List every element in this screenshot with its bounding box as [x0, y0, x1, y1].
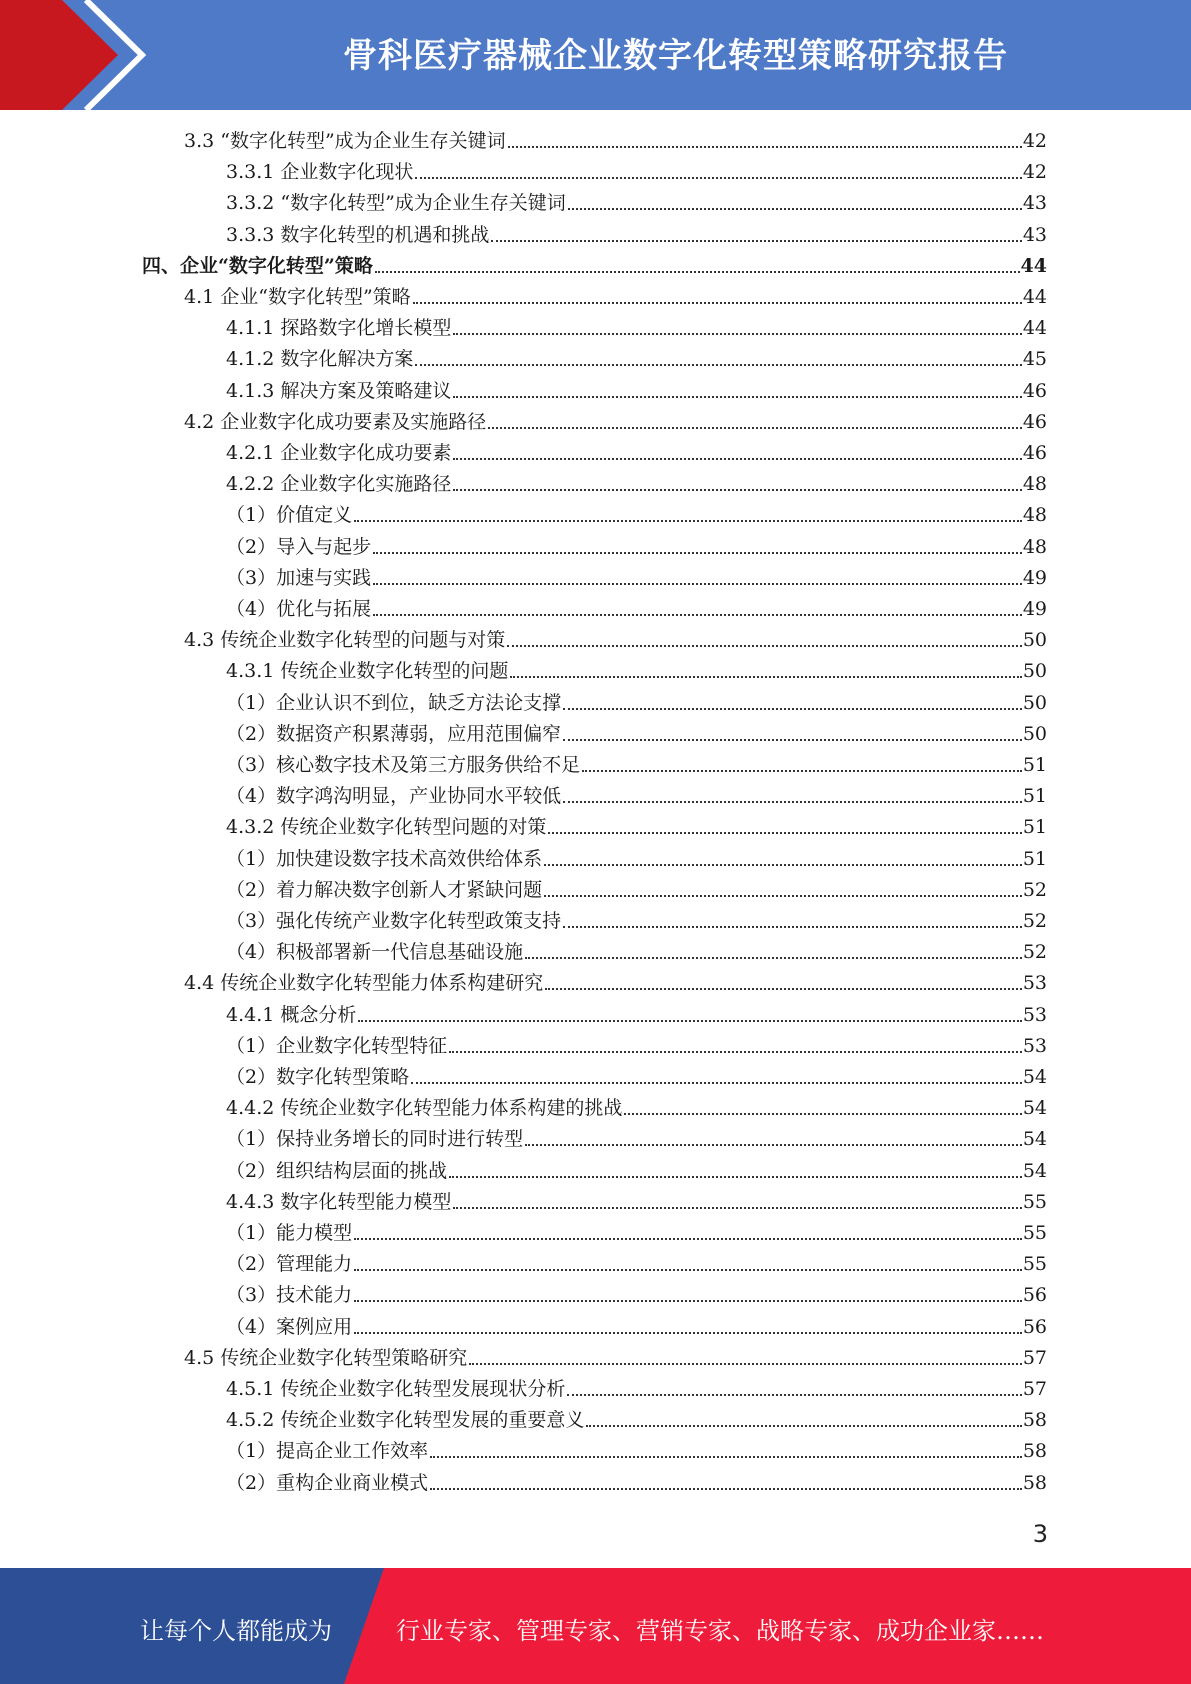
toc-entry-page: 53: [1022, 1003, 1047, 1026]
toc-entry-page: 54: [1022, 1066, 1047, 1088]
toc-dot-leader: [449, 1176, 1022, 1178]
toc-dot-leader: [624, 1113, 1021, 1115]
toc-dot-leader: [373, 552, 1022, 554]
toc-entry[interactable]: [226, 1405, 1047, 1433]
toc-entry-title: 3.3 “数字化转型”成为企业生存关键词: [184, 130, 506, 152]
toc-dot-leader: [354, 1238, 1022, 1240]
toc-entry-page: 52: [1022, 941, 1047, 964]
toc-dot-leader: [544, 895, 1022, 897]
toc-dot-leader: [563, 739, 1022, 741]
toc-dot-leader: [453, 489, 1021, 491]
toc-entry[interactable]: [184, 625, 1047, 653]
toc-entry-title: 4.1.3 解决方案及策略建议: [226, 379, 452, 402]
toc-entry-page: 57: [1022, 1378, 1047, 1400]
toc-entry[interactable]: [184, 1343, 1047, 1371]
toc-entry-title: （4）数字鸿沟明显，产业协同水平较低: [226, 785, 562, 808]
toc-entry-page: 51: [1022, 785, 1047, 808]
toc-entry[interactable]: [226, 188, 1047, 216]
toc-entry-title: 4.3 传统企业数字化转型的问题与对策: [184, 629, 506, 652]
page-number: 3: [1032, 1520, 1048, 1548]
toc-dot-leader: [491, 240, 1021, 242]
toc-entry-page: 43: [1022, 223, 1047, 246]
toc-entry[interactable]: [226, 1280, 1047, 1308]
toc-entry-title: 3.3.1 企业数字化现状: [226, 161, 414, 184]
document-title: 骨科医疗器械企业数字化转型策略研究报告: [343, 36, 1008, 76]
toc-dot-leader: [563, 708, 1022, 710]
toc-entry-page: 53: [1022, 972, 1047, 995]
toc-entry-title: （2）组织结构层面的挑战: [226, 1159, 448, 1182]
toc-dot-leader: [358, 1020, 1021, 1022]
toc-entry-page: 53: [1022, 1034, 1047, 1057]
toc-entry[interactable]: [142, 251, 1047, 279]
toc-entry-page: 50: [1022, 691, 1047, 714]
toc-entry-title: （2）数据资产积累薄弱，应用范围偏窄: [226, 722, 562, 745]
toc-entry-page: 58: [1022, 1409, 1047, 1432]
toc-entry-page: 48: [1022, 535, 1047, 558]
toc-entry-title: （4）案例应用: [226, 1315, 353, 1338]
toc-entry[interactable]: [226, 344, 1047, 372]
toc-entry[interactable]: [184, 968, 1047, 996]
toc-dot-leader: [544, 864, 1022, 866]
toc-dot-leader: [453, 458, 1021, 460]
toc-entry[interactable]: [226, 1312, 1047, 1340]
toc-entry-title: （1）提高企业工作效率: [226, 1440, 429, 1463]
toc-entry-page: 55: [1022, 1253, 1047, 1276]
toc-entry-page: 50: [1022, 660, 1047, 683]
toc-entry[interactable]: [226, 1187, 1047, 1215]
toc-entry-page: 46: [1022, 442, 1047, 464]
footer-slogan-left: 让每个人都能成为: [140, 1617, 332, 1645]
toc-entry-page: 51: [1022, 816, 1047, 839]
toc-entry[interactable]: [226, 438, 1047, 466]
toc-entry[interactable]: [226, 469, 1047, 497]
toc-entry[interactable]: [226, 563, 1047, 591]
toc-dot-leader: [507, 645, 1022, 647]
toc-dot-leader: [373, 614, 1022, 616]
toc-entry[interactable]: [226, 220, 1047, 248]
toc-entry[interactable]: [226, 906, 1047, 934]
toc-entry-title: （1）价值定义: [226, 504, 353, 527]
toc-dot-leader: [525, 957, 1022, 959]
toc-entry-page: 56: [1022, 1284, 1047, 1307]
toc-entry-page: 48: [1022, 473, 1047, 496]
toc-entry-page: 58: [1022, 1440, 1047, 1463]
toc-entry-page: 51: [1022, 754, 1047, 776]
toc-entry-title: 4.4.1 概念分析: [226, 1003, 357, 1026]
page-footer: [0, 1568, 1191, 1684]
toc-entry[interactable]: [226, 750, 1047, 778]
toc-entry-page: 50: [1022, 629, 1047, 652]
toc-dot-leader: [568, 208, 1022, 210]
toc-entry-page: 50: [1022, 722, 1047, 745]
toc-entry-title: （2）管理能力: [226, 1253, 353, 1276]
toc-dot-leader: [430, 1488, 1022, 1490]
toc-entry[interactable]: [226, 719, 1047, 747]
toc-dot-leader: [548, 832, 1021, 834]
toc-entry-page: 57: [1022, 1346, 1047, 1369]
toc-entry-page: 54: [1022, 1159, 1047, 1182]
toc-dot-leader: [525, 1144, 1022, 1146]
toc-entry-page: 55: [1022, 1190, 1047, 1213]
toc-entry-title: 4.2.2 企业数字化实施路径: [226, 473, 452, 496]
toc-entry[interactable]: [226, 1031, 1047, 1059]
toc-entry[interactable]: [226, 1124, 1047, 1152]
toc-entry-title: （3）加速与实践: [226, 566, 372, 589]
toc-entry[interactable]: [226, 532, 1047, 560]
toc-entry-title: 4.5.2 传统企业数字化转型发展的重要意义: [226, 1409, 585, 1432]
toc-entry-title: （3）核心数字技术及第三方服务供给不足: [226, 754, 581, 776]
toc-dot-leader: [582, 770, 1022, 772]
toc-entry-title: 4.4 传统企业数字化转型能力体系构建研究: [184, 972, 544, 995]
toc-entry-title: （3）技术能力: [226, 1284, 353, 1307]
toc-entry-page: 44: [1022, 286, 1047, 308]
toc-entry[interactable]: [226, 1218, 1047, 1246]
toc-entry-title: （4）优化与拓展: [226, 598, 372, 620]
toc-entry-title: 4.3.2 传统企业数字化转型问题的对策: [226, 816, 547, 839]
toc-dot-leader: [545, 988, 1022, 990]
toc-entry-title: 4.5.1 传统企业数字化转型发展现状分析: [226, 1378, 566, 1400]
toc-dot-leader: [563, 926, 1022, 928]
toc-entry-page: 44: [1022, 317, 1047, 340]
toc-entry-page: 44: [1020, 254, 1047, 277]
toc-entry-title: 4.1.2 数字化解决方案: [226, 348, 414, 371]
toc-entry-title: （1）企业认识不到位，缺乏方法论支撑: [226, 691, 562, 714]
toc-entry[interactable]: [226, 656, 1047, 684]
toc-dot-leader: [453, 396, 1021, 398]
toc-entry[interactable]: [226, 844, 1047, 872]
toc-dot-leader: [510, 676, 1021, 678]
toc-dot-leader: [415, 177, 1021, 179]
toc-entry-title: 3.3.3 数字化转型的机遇和挑战: [226, 223, 490, 246]
toc-entry-page: 46: [1022, 410, 1047, 433]
toc-dot-leader: [375, 271, 1020, 273]
toc-dot-leader: [354, 1332, 1022, 1334]
toc-dot-leader: [354, 520, 1022, 522]
toc-dot-leader: [567, 1394, 1021, 1396]
toc-entry-title: 四、企业“数字化转型”策略: [142, 254, 373, 277]
toc-entry[interactable]: [226, 781, 1047, 809]
toc-entry[interactable]: [226, 1436, 1047, 1464]
toc-entry-title: 4.5 传统企业数字化转型策略研究: [184, 1346, 468, 1369]
footer-slogan-right: 行业专家、管理专家、营销专家、战略专家、成功企业家……: [396, 1617, 1044, 1645]
toc-entry-title: （2）着力解决数字创新人才紧缺问题: [226, 878, 543, 901]
toc-entry-page: 51: [1022, 847, 1047, 870]
toc-entry-title: （1）保持业务增长的同时进行转型: [226, 1128, 524, 1151]
toc-entry-title: 4.1 企业“数字化转型”策略: [184, 286, 411, 308]
toc-entry[interactable]: [226, 1468, 1047, 1496]
toc-entry-page: 52: [1022, 878, 1047, 901]
toc-entry[interactable]: [184, 282, 1047, 310]
toc-entry-title: （1）能力模型: [226, 1222, 353, 1244]
toc-entry-page: 52: [1022, 910, 1047, 932]
toc-entry-page: 43: [1022, 192, 1047, 215]
toc-dot-leader: [508, 146, 1022, 148]
toc-entry-title: （1）企业数字化转型特征: [226, 1034, 448, 1057]
toc-entry[interactable]: [226, 812, 1047, 840]
toc-entry[interactable]: [226, 937, 1047, 965]
toc-entry-page: 55: [1022, 1222, 1047, 1244]
toc-entry[interactable]: [226, 1156, 1047, 1184]
toc-entry-page: 49: [1022, 598, 1047, 620]
toc-dot-leader: [354, 1269, 1022, 1271]
toc-entry-title: 4.2.1 企业数字化成功要素: [226, 442, 452, 464]
toc-entry[interactable]: [226, 1000, 1047, 1028]
toc-entry-page: 42: [1022, 161, 1047, 184]
toc-entry[interactable]: [226, 1249, 1047, 1277]
toc-dot-leader: [488, 427, 1022, 429]
toc-entry-title: （2）导入与起步: [226, 535, 372, 558]
toc-entry-title: （2）数字化转型策略: [226, 1066, 410, 1088]
toc-dot-leader: [411, 1082, 1022, 1084]
toc-dot-leader: [586, 1425, 1021, 1427]
toc-entry[interactable]: [226, 376, 1047, 404]
page-header: [0, 0, 1191, 110]
toc-entry-page: 54: [1022, 1097, 1047, 1120]
toc-entry-title: 4.1.1 探路数字化增长模型: [226, 317, 452, 340]
toc-entry-page: 56: [1022, 1315, 1047, 1338]
toc-dot-leader: [449, 1051, 1022, 1053]
toc-entry-page: 54: [1022, 1128, 1047, 1151]
toc-dot-leader: [453, 1207, 1021, 1209]
toc-entry[interactable]: [226, 1062, 1047, 1090]
toc-dot-leader: [413, 302, 1022, 304]
toc-entry-page: 42: [1022, 130, 1047, 152]
toc-entry-title: （4）积极部署新一代信息基础设施: [226, 941, 524, 964]
toc-entry-title: 4.4.2 传统企业数字化转型能力体系构建的挑战: [226, 1097, 623, 1120]
toc-entry[interactable]: [184, 407, 1047, 435]
toc-dot-leader: [354, 1300, 1022, 1302]
toc-entry-title: 4.3.1 传统企业数字化转型的问题: [226, 660, 509, 683]
toc-entry[interactable]: [226, 500, 1047, 528]
toc-entry-page: 46: [1022, 379, 1047, 402]
toc-entry[interactable]: [226, 1093, 1047, 1121]
toc-entry[interactable]: [226, 157, 1047, 185]
toc-dot-leader: [563, 801, 1022, 803]
toc-entry[interactable]: [226, 1374, 1047, 1402]
toc-entry-title: （2）重构企业商业模式: [226, 1471, 429, 1494]
toc-entry-title: 4.2 企业数字化成功要素及实施路径: [184, 410, 487, 433]
toc-entry-page: 45: [1022, 348, 1047, 371]
toc-entry[interactable]: [226, 875, 1047, 903]
toc-entry-page: 58: [1022, 1471, 1047, 1494]
toc-dot-leader: [469, 1363, 1022, 1365]
toc-entry[interactable]: [184, 126, 1047, 154]
toc-entry-page: 48: [1022, 504, 1047, 527]
header-red-chevron: [0, 0, 150, 110]
toc-entry-page: 49: [1022, 566, 1047, 589]
toc-dot-leader: [415, 364, 1021, 366]
toc-entry[interactable]: [226, 594, 1047, 622]
toc-dot-leader: [453, 333, 1021, 335]
toc-dot-leader: [373, 583, 1022, 585]
toc-entry[interactable]: [226, 688, 1047, 716]
toc-entry-title: （3）强化传统产业数字化转型政策支持: [226, 910, 562, 932]
toc-entry[interactable]: [226, 313, 1047, 341]
toc-entry-title: 4.4.3 数字化转型能力模型: [226, 1190, 452, 1213]
toc-entry-title: 3.3.2 “数字化转型”成为企业生存关键词: [226, 192, 566, 215]
toc-dot-leader: [430, 1456, 1022, 1458]
toc-entry-title: （1）加快建设数字技术高效供给体系: [226, 847, 543, 870]
